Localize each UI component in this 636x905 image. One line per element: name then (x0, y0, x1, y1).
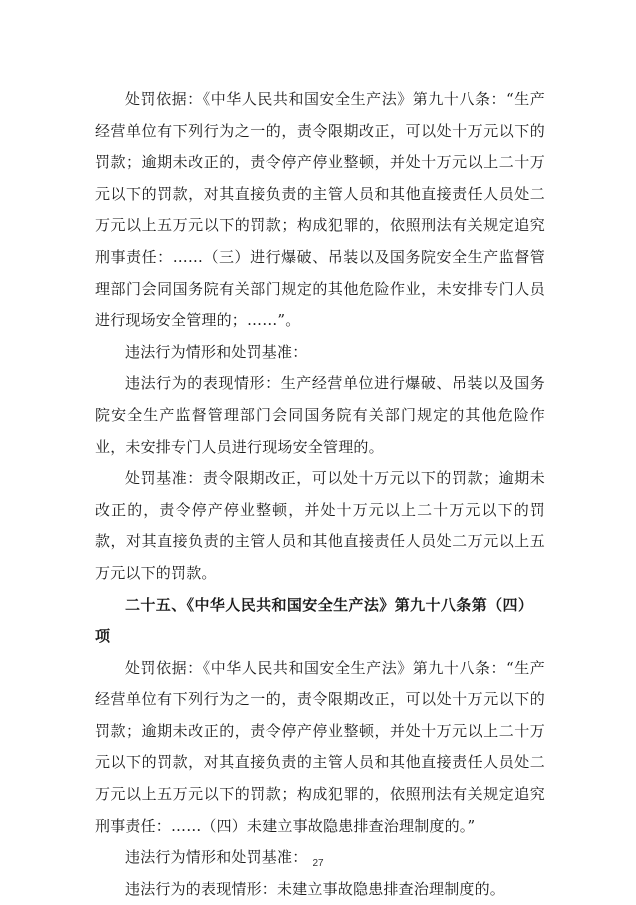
paragraph-circumstances-label-2: 违法行为情形和处罚基准： (125, 848, 308, 867)
paragraph-violation-description-2: 违法行为的表现情形：未建立事故隐患排查治理制度的。 (125, 879, 506, 898)
paragraph-penalty-basis-2: 处罚依据：《中华人民共和国安全生产法》第九十八条：“生产经营单位有下列行为之一的，责令限期改正，可以处十万元以下的罚款；逾期未改正的，责令停产停业整顿，并处十万元以上二十万元以下的罚款，对其直接负责的主管人员和其他直接责任人员处二万元以上五万元以下的罚款；构成犯罪的，依照刑法有关规定追究刑事责任：……（四）未建立事故隐患排查治理制度的。” (95, 658, 545, 835)
paragraph-penalty-standard: 处罚基准：责令限期改正，可以处十万元以下的罚款；逾期未改正的，责令停产停业整顿，并处十万元以上二十万元以下的罚款，对其直接负责的主管人员和其他直接责任人员处二万元以上五万元以下的罚款。 (95, 469, 545, 582)
paragraph-penalty-basis: 处罚依据：《中华人民共和国安全生产法》第九十八条：“生产经营单位有下列行为之一的，责令限期改正，可以处十万元以下的罚款；逾期未改正的，责令停产停业整顿，并处十万元以上二十万元以下的罚款，对其直接负责的主管人员和其他直接责任人员处二万元以上五万元以下的罚款；构成犯罪的，依照刑法有关规定追究刑事责任：……（三）进行爆破、吊装以及国务院安全生产监督管理部门会同国务院有关部门规定的其他危险作业，未安排专门人员进行现场安全管理的；……”。 (95, 90, 545, 330)
page-number: 27 (312, 858, 324, 869)
body-text (95, 84, 545, 905)
paragraph-violation-description: 违法行为的表现情形：生产经营单位进行爆破、吊装以及国务院安全生产监督管理部门会同国务院有关部门规定的其他危险作业，未安排专门人员进行现场安全管理的。 (95, 374, 545, 456)
paragraph-circumstances-label: 违法行为情形和处罚基准： (125, 342, 308, 361)
section-heading: 二十五、《中华人民共和国安全生产法》第九十八条第（四）项 (95, 595, 534, 646)
